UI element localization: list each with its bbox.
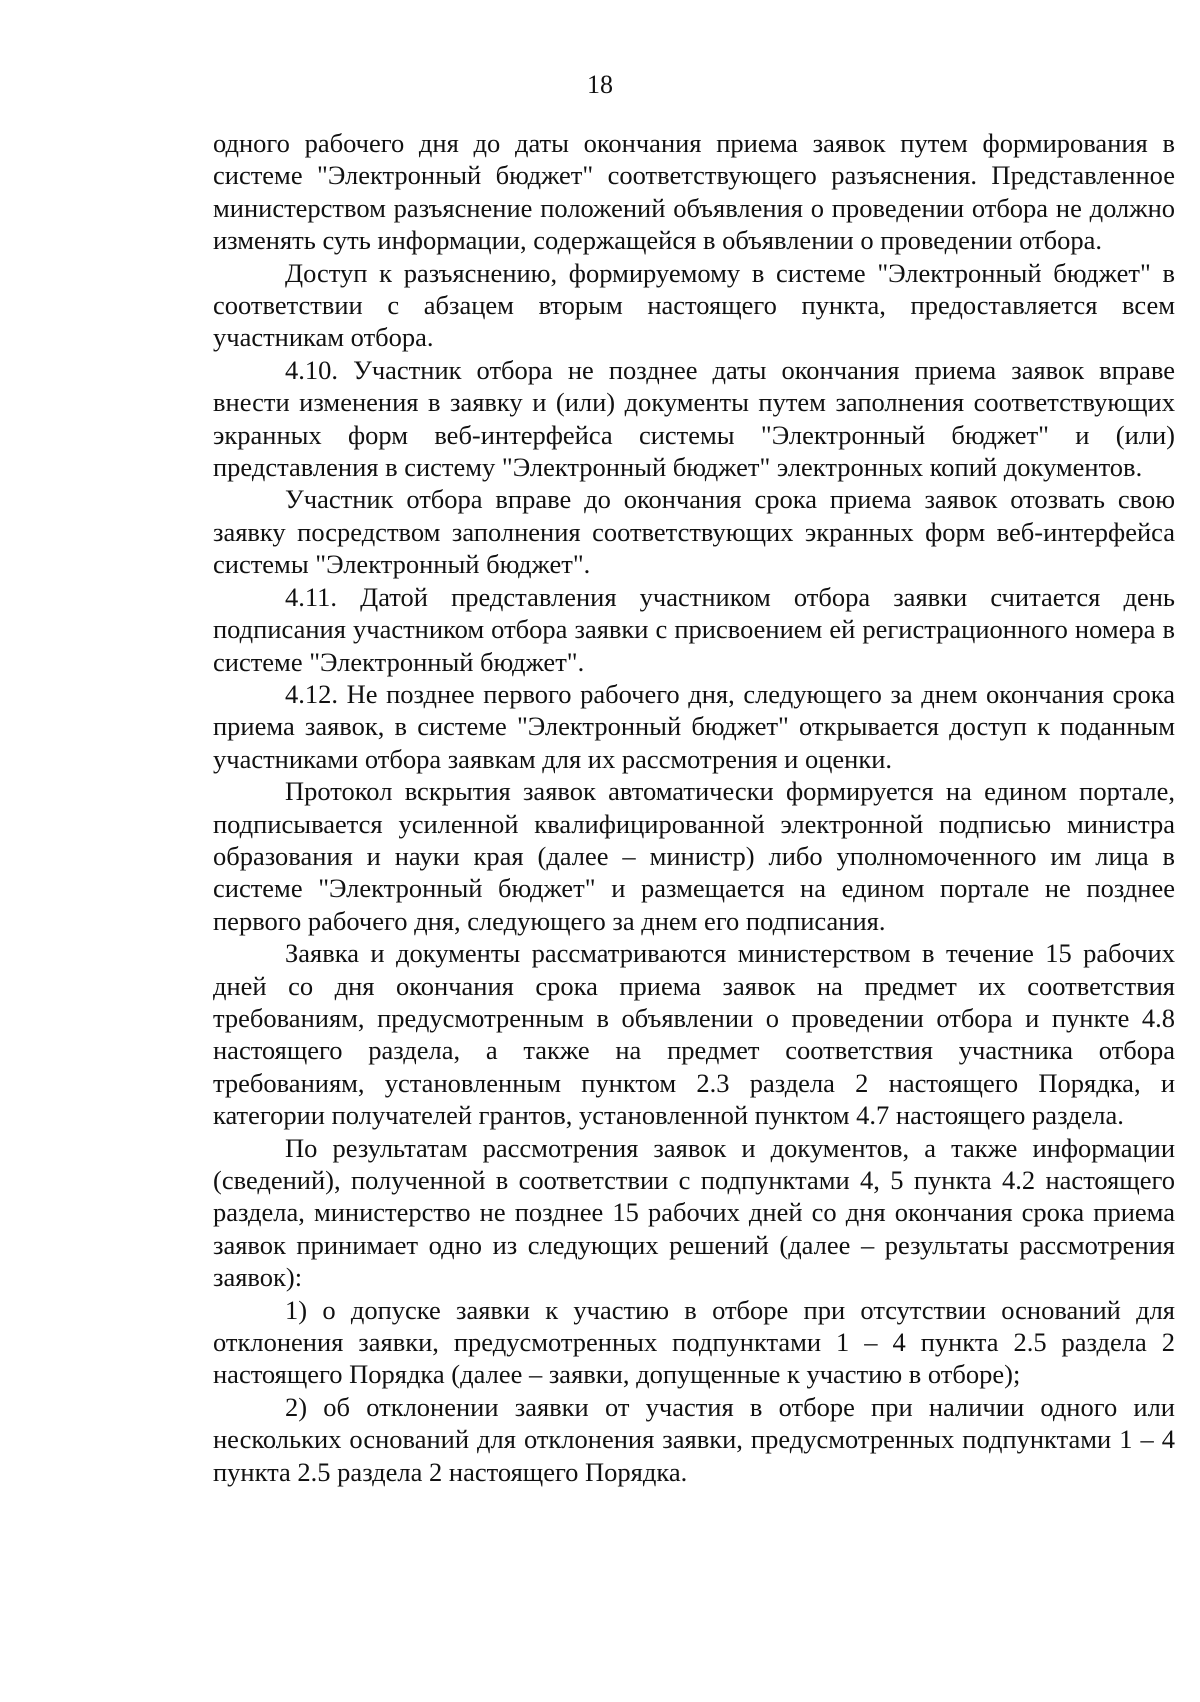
paragraph-decision-admission: 1) о допуске заявки к участию в отборе при отсутствии оснований для отклонения заявки, предусмотренных подпунктами 1 – 4 пункта 2.5 раздела 2 настоящего Порядка (далее – заявки, допущенные к участию в отборе); [213, 1294, 1175, 1390]
paragraph-opening-protocol: Протокол вскрытия заявок автоматически формируется на едином портале, подписывается усиленной квалифицированной электронной подписью министра образования и науки края (далее – министр) либо уполномоченного им лица в системе "Электронный бюджет" и размещается на едином портале не позднее первого рабочего дня, следующего за днем его подписания. [213, 776, 1175, 936]
paragraph-application-withdrawal: Участник отбора вправе до окончания срока приема заявок отозвать свою заявку посредством заполнения соответствующих экранных форм веб-интерфейса системы "Электронный бюджет". [213, 484, 1175, 580]
paragraph-4-12: 4.12. Не позднее первого рабочего дня, следующего за днем окончания срока приема заявок, в системе "Электронный бюджет" открывается доступ к поданным участниками отбора заявкам для их рассмотрения и оценки. [213, 678, 1175, 774]
paragraph-4-11: 4.11. Датой представления участником отбора заявки считается день подписания участником отбора заявки с присвоением ей регистрационного номера в системе "Электронный бюджет". [213, 581, 1175, 677]
paragraph-review-period: Заявка и документы рассматриваются министерством в течение 15 рабочих дней со дня окончания срока приема заявок на предмет их соответствия требованиям, предусмотренным в объявлении о проведении отбора и пункте 4.8 настоящего раздела, а также на предмет соответствия участника отбора требованиям, установленным пунктом 2.3 раздела 2 настоящего Порядка, и категории получателей грантов, установленной пунктом 4.7 настоящего раздела. [213, 938, 1175, 1131]
page-number: 18 [587, 70, 613, 99]
paragraph-continuation: одного рабочего дня до даты окончания приема заявок путем формирования в системе "Электронный бюджет" соответствующего разъяснения. Представленное министерством разъяснение положений объявления о проведении отбора не должно изменять суть информации, содержащейся в объявлении о проведении отбора. [213, 128, 1175, 256]
paragraph-decision-rejection: 2) об отклонении заявки от участия в отборе при наличии одного или нескольких оснований для отклонения заявки, предусмотренных подпунктами 1 – 4 пункта 2.5 раздела 2 настоящего Порядка. [213, 1391, 1175, 1487]
paragraph-clarification-access: Доступ к разъяснению, формируемому в системе "Электронный бюджет" в соответствии с абзацем вторым настоящего пункта, предоставляется всем участникам отбора. [213, 257, 1175, 353]
document-body [213, 127, 1175, 1488]
paragraph-4-10: 4.10. Участник отбора не позднее даты окончания приема заявок вправе внести изменения в заявку и (или) документы путем заполнения соответствующих экранных форм веб-интерфейса системы "Электронный бюджет" и (или) представления в систему "Электронный бюджет" электронных копий документов. [213, 354, 1175, 483]
paragraph-review-results: По результатам рассмотрения заявок и документов, а также информации (сведений), полученной в соответствии с подпунктами 4, 5 пункта 4.2 настоящего раздела, министерство не позднее 15 рабочих дней со дня окончания срока приема заявок принимает одно из следующих решений (далее – результаты рассмотрения заявок): [213, 1132, 1175, 1293]
